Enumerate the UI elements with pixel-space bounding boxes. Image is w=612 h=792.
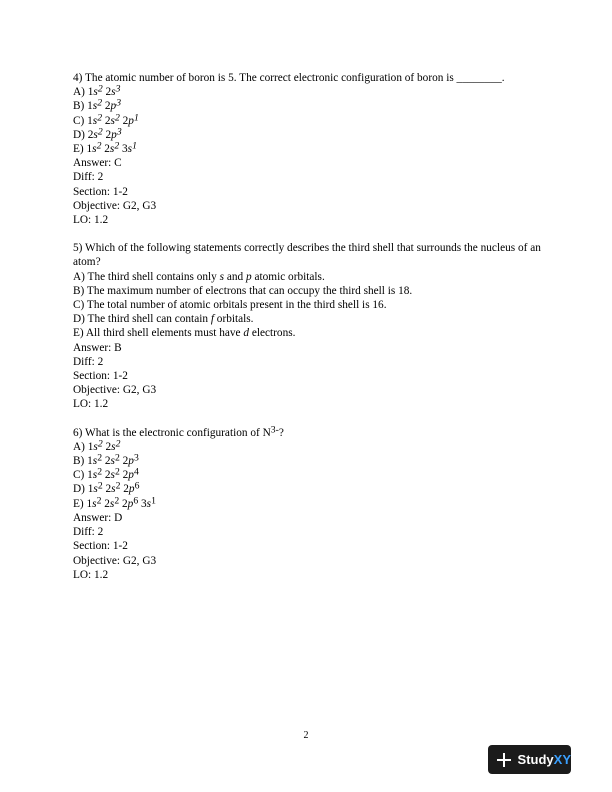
page-number: 2: [303, 730, 309, 741]
question-5-difficulty: Diff: 2: [73, 355, 104, 368]
question-6-option-d: D) 1s2 2s2 2p6: [73, 481, 140, 496]
question-6-section: Section: 1-2: [73, 540, 128, 553]
badge-brand: Study: [517, 752, 554, 767]
page-content: [73, 71, 543, 596]
question-5-objective: Objective: G2, G3: [73, 384, 157, 397]
question-6-learning-outcome: LO: 1.2: [73, 568, 109, 581]
question-4-option-d: D) 2s2 2p3: [73, 126, 122, 141]
question-6-option-a: A) 1s2 2s2: [73, 438, 121, 453]
question-5-option-b: B) The maximum number of electrons that can occupy the third shell is 18.: [73, 284, 413, 297]
question-5-learning-outcome: LO: 1.2: [73, 398, 109, 411]
question-5-answer: Answer: B: [73, 341, 122, 354]
plus-icon: [496, 752, 512, 768]
question-6-option-c: C) 1s2 2s2 2p4: [73, 466, 139, 482]
badge-brand-accent: XY: [553, 752, 571, 767]
question-4-section: Section: 1-2: [73, 185, 128, 198]
question-4-option-b: B) 1s2 2p3: [73, 98, 122, 113]
question-5: [73, 241, 543, 411]
question-6-answer: Answer: D: [73, 511, 123, 524]
question-4-objective: Objective: G2, G3: [73, 199, 157, 212]
question-5-option-c: C) The total number of atomic orbitals present in the third shell is 16.: [73, 299, 387, 312]
question-6-stem: 6) What is the electronic configuration of N3-?: [73, 424, 284, 439]
question-4-learning-outcome: LO: 1.2: [73, 214, 109, 227]
studyxy-badge[interactable]: [488, 745, 571, 774]
question-6-option-e: E) 1s2 2s2 2p6 3s1: [73, 495, 156, 510]
question-4-answer: Answer: C: [73, 157, 122, 170]
question-6: [73, 426, 543, 582]
question-6-option-b: B) 1s2 2s2 2p3: [73, 452, 139, 468]
question-6-difficulty: Diff: 2: [73, 526, 104, 539]
question-4-option-c: C) 1s2 2s2 2p1: [73, 112, 139, 127]
question-4-stem: 4) The atomic number of boron is 5. The correct electronic configuration of boron is ________.: [73, 72, 505, 84]
question-4-difficulty: Diff: 2: [73, 171, 104, 184]
question-4-option-e: E) 1s2 2s2 3s1: [73, 140, 137, 156]
question-4-option-a: A) 1s2 2s3: [73, 83, 121, 99]
question-4: [73, 71, 543, 227]
question-5-stem: 5) Which of the following statements correctly describes the third shell that surrounds the nucleus of an atom?: [73, 242, 541, 269]
question-5-option-e: E) All third shell elements must have d electrons.: [73, 327, 296, 340]
question-6-objective: Objective: G2, G3: [73, 554, 157, 567]
question-5-option-d: D) The third shell can contain f orbitals.: [73, 313, 254, 326]
question-5-section: Section: 1-2: [73, 370, 128, 383]
question-5-option-a: A) The third shell contains only s and p atomic orbitals.: [73, 270, 325, 283]
